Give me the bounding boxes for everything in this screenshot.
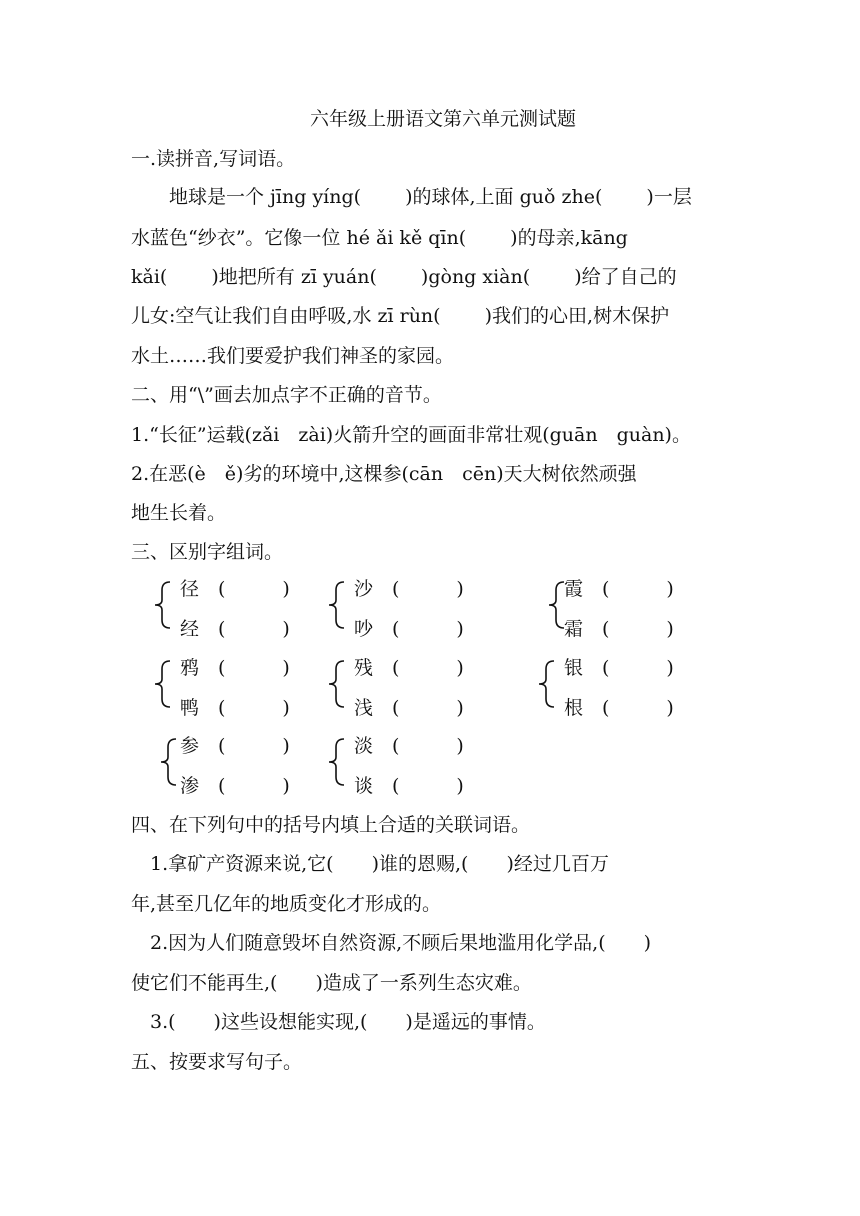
- blank-top: ( ): [218, 578, 290, 600]
- blank-top: ( ): [218, 735, 290, 757]
- section-4-heading: 四、在下列句中的括号内填上合适的关联词语。: [131, 814, 531, 836]
- blank-top: ( ): [392, 578, 464, 600]
- blank-bottom: ( ): [218, 697, 290, 719]
- section-1-line-3: kǎi( )地把所有 zī yuán( )gòng xiàn( )给了自己的: [131, 266, 677, 288]
- section-4-line-4: 使它们不能再生,( )造成了一系列生态灾难。: [131, 972, 532, 994]
- section-1-line-4: 儿女:空气让我们自由呼吸,水 zī rùn( )我们的心田,树木保护: [131, 305, 670, 327]
- char-top: 残: [354, 657, 374, 679]
- brace-icon: [158, 737, 180, 787]
- char-top: 参: [180, 735, 200, 757]
- char-top: 银: [564, 657, 584, 679]
- char-top: 霞: [564, 578, 584, 600]
- section-1-line-2: 水蓝色“纱衣”。它像一位 hé ǎi kě qīn( )的母亲,kāng: [131, 227, 628, 249]
- char-bottom: 经: [180, 618, 200, 640]
- char-top: 鸦: [180, 657, 200, 679]
- blank-top: ( ): [602, 578, 674, 600]
- brace-icon: [152, 659, 174, 709]
- char-bottom: 浅: [354, 697, 374, 719]
- char-bottom: 吵: [354, 618, 374, 640]
- char-bottom: 鸭: [180, 697, 200, 719]
- section-4-line-3: 2.因为人们随意毁坏自然资源,不顾后果地滥用化学品,( ): [131, 932, 652, 954]
- blank-bottom: ( ): [218, 775, 290, 797]
- blank-top: ( ): [392, 735, 464, 757]
- blank-bottom: ( ): [392, 618, 464, 640]
- section-1-line-5: 水土……我们要爱护我们神圣的家园。: [131, 345, 455, 367]
- char-bottom: 霜: [564, 618, 584, 640]
- blank-bottom: ( ): [602, 618, 674, 640]
- section-5-heading: 五、按要求写句子。: [131, 1051, 303, 1073]
- char-top: 径: [180, 578, 200, 600]
- brace-icon: [326, 580, 348, 630]
- section-2-line-3: 地生长着。: [131, 502, 227, 524]
- brace-icon: [326, 737, 348, 787]
- section-2-line-1: 1.“长征”运载(zǎi zài)火箭升空的画面非常壮观(guān guàn)。: [131, 424, 691, 446]
- section-1-heading: 一.读拼音,写词语。: [131, 148, 296, 170]
- section-1-line-1: 地球是一个 jīng yíng( )的球体,上面 guǒ zhe( )一层: [131, 186, 692, 208]
- blank-top: ( ): [392, 657, 464, 679]
- char-bottom: 渗: [180, 775, 200, 797]
- section-4-line-5: 3.( )这些设想能实现,( )是遥远的事情。: [131, 1011, 546, 1033]
- page-title: 六年级上册语文第六单元测试题: [310, 108, 577, 130]
- blank-bottom: ( ): [218, 618, 290, 640]
- char-bottom: 谈: [354, 775, 374, 797]
- blank-top: ( ): [218, 657, 290, 679]
- char-top: 沙: [354, 578, 374, 600]
- blank-bottom: ( ): [602, 697, 674, 719]
- blank-top: ( ): [602, 657, 674, 679]
- brace-icon: [152, 580, 174, 630]
- section-2-heading: 二、用“\”画去加点字不正确的音节。: [131, 384, 442, 406]
- blank-bottom: ( ): [392, 775, 464, 797]
- brace-icon: [536, 659, 558, 709]
- section-3-heading: 三、区别字组词。: [131, 541, 284, 563]
- section-4-line-1: 1.拿矿产资源来说,它( )谁的恩赐,( )经过几百万: [131, 853, 609, 875]
- section-4-line-2: 年,甚至几亿年的地质变化才形成的。: [131, 893, 442, 915]
- section-2-line-2: 2.在恶(è ě)劣的环境中,这棵参(cān cēn)天大树依然顽强: [131, 463, 637, 485]
- char-bottom: 根: [564, 697, 584, 719]
- blank-bottom: ( ): [392, 697, 464, 719]
- char-top: 淡: [354, 735, 374, 757]
- brace-icon: [326, 659, 348, 709]
